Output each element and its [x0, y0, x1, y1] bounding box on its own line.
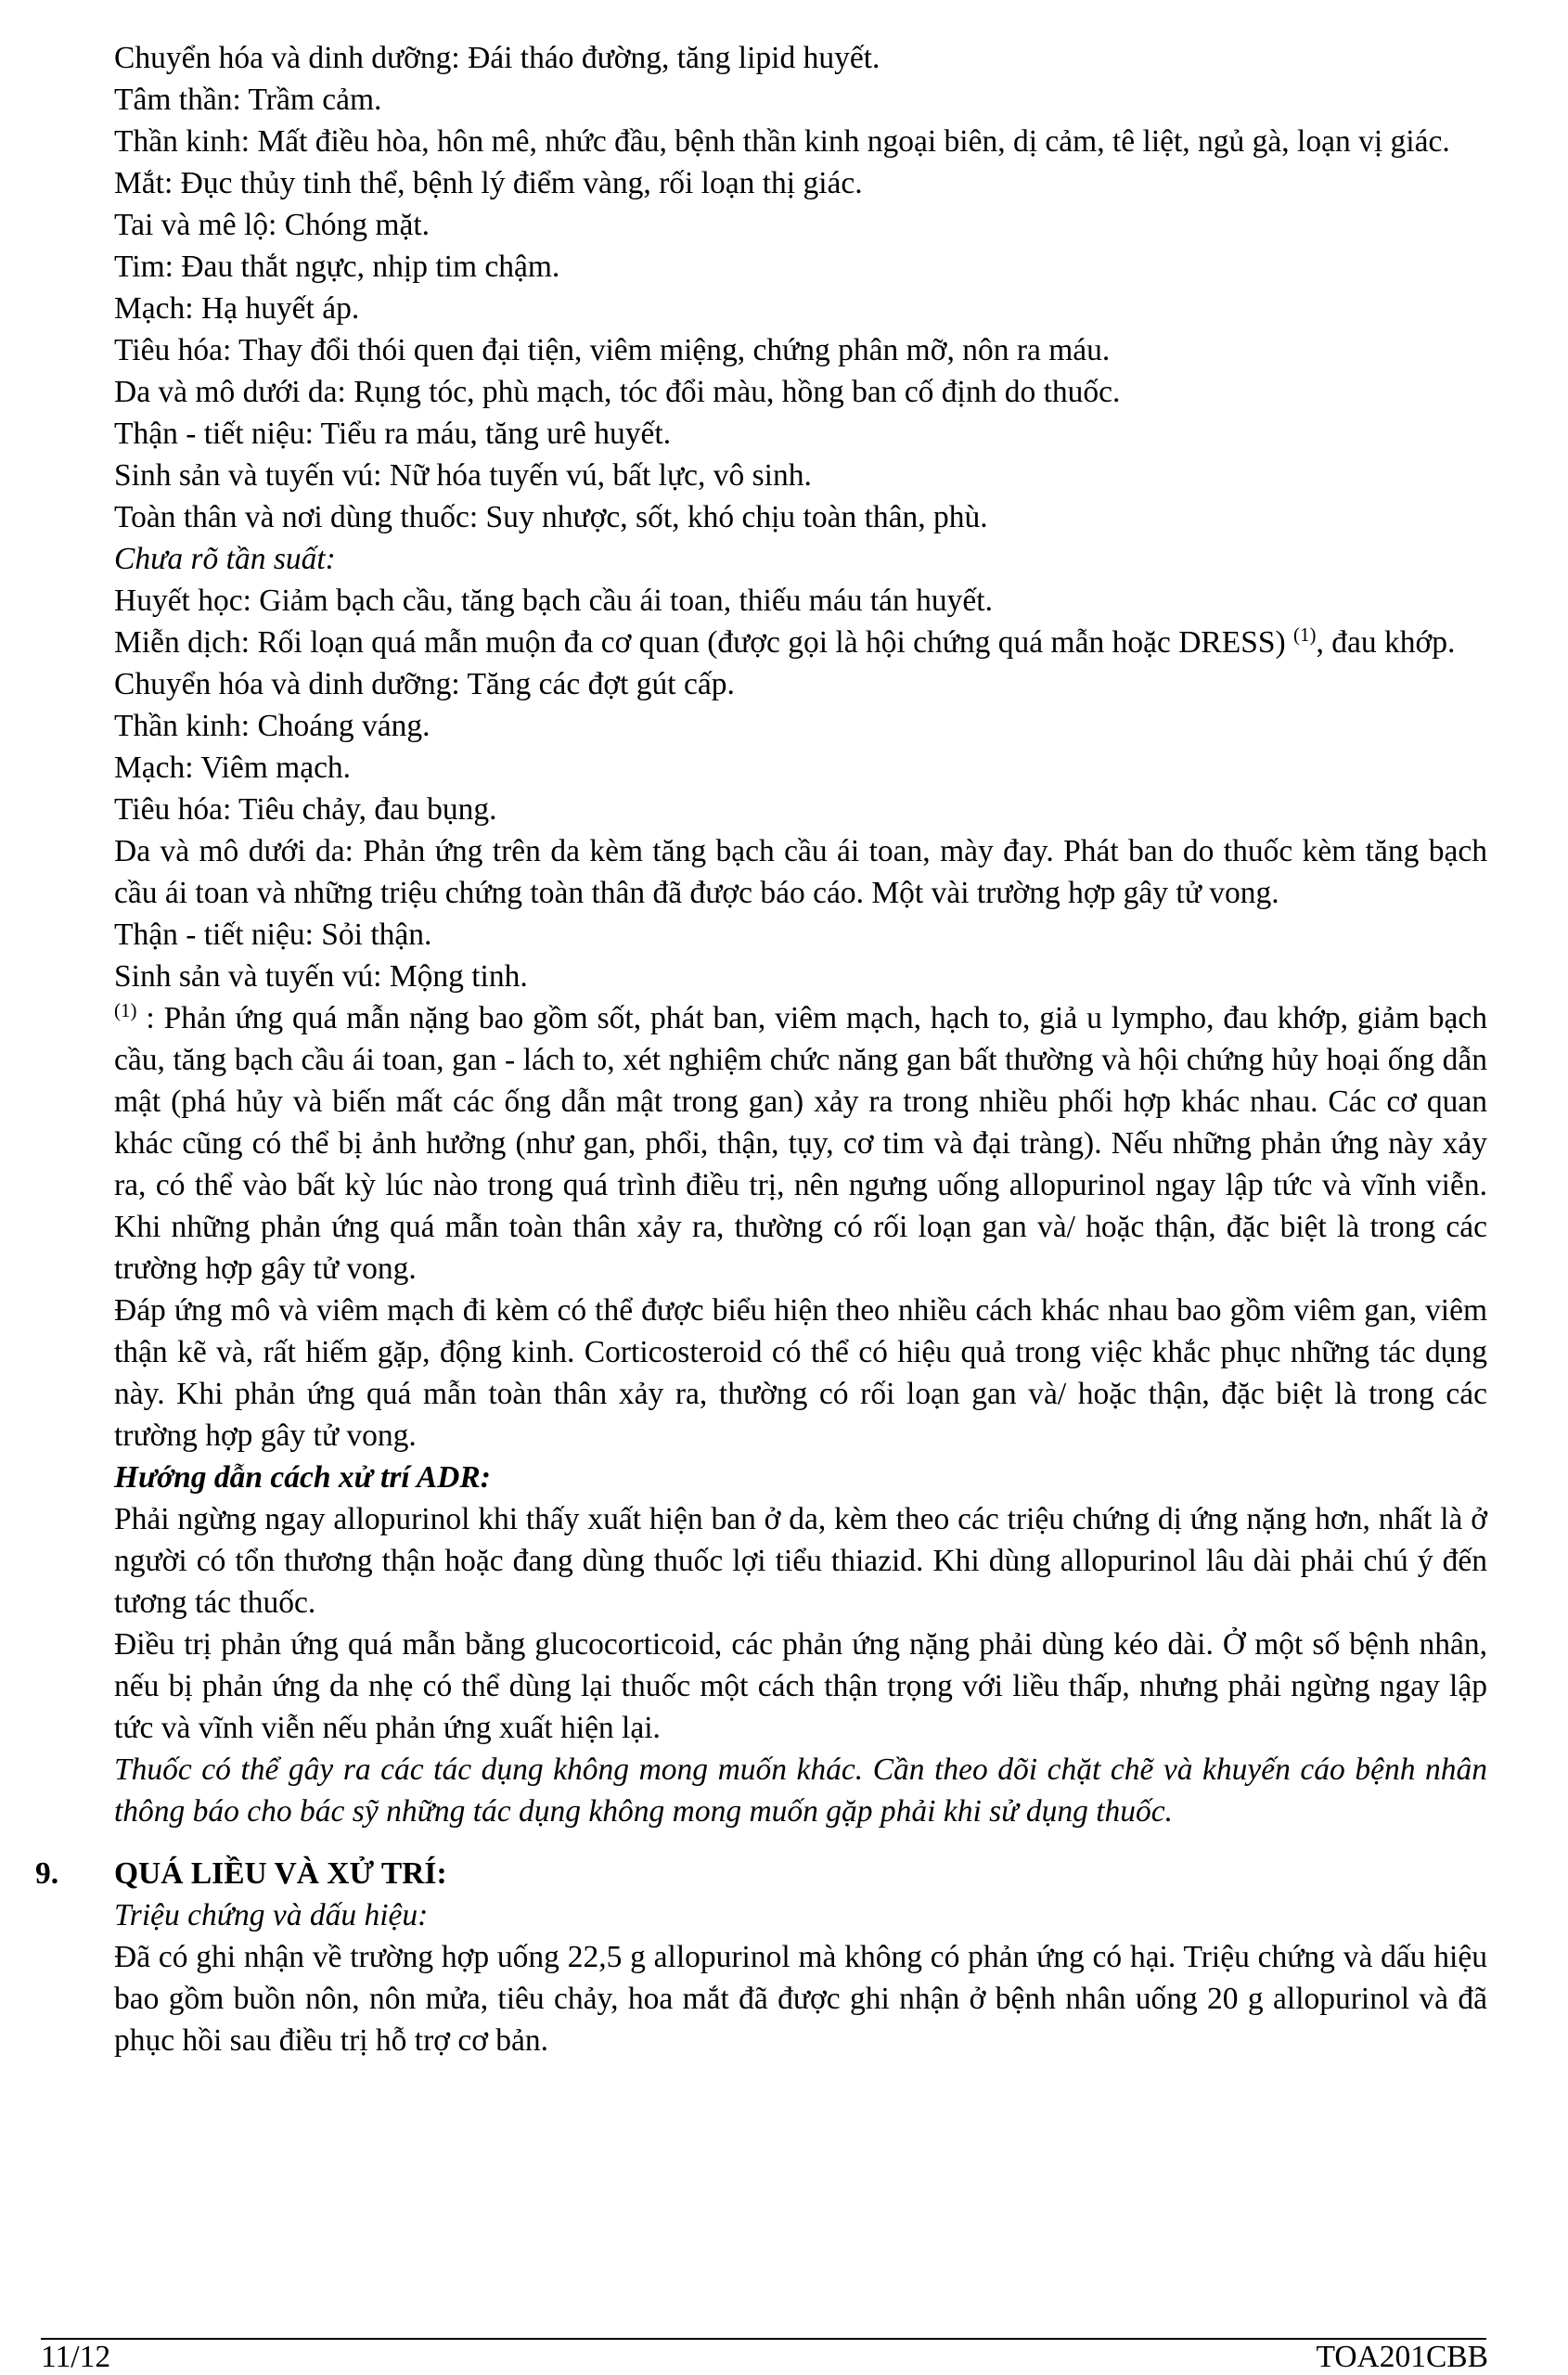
- paragraph: Da và mô dưới da: Rụng tóc, phù mạch, tóc đổi màu, hồng ban cố định do thuốc.: [114, 375, 1121, 409]
- paragraph: Tiêu hóa: Thay đổi thói quen đại tiện, viêm miệng, chứng phân mỡ, nôn ra máu.: [114, 333, 1111, 367]
- paragraph: [114, 622, 1487, 663]
- footnote-ref: (1): [1293, 623, 1317, 646]
- paragraph: Chuyển hóa và dinh dưỡng: Tăng các đợt gút cấp.: [114, 667, 735, 701]
- paragraph: Tim: Đau thắt ngực, nhịp tim chậm.: [114, 250, 560, 284]
- paragraph: Tâm thần: Trầm cảm.: [114, 83, 382, 117]
- paragraph: Mắt: Đục thủy tinh thể, bệnh lý điểm vàng, rối loạn thị giác.: [114, 166, 863, 200]
- paragraph: Mạch: Viêm mạch.: [114, 751, 352, 785]
- document-code: TOA201CBB: [1316, 2340, 1488, 2374]
- paragraph: Thận - tiết niệu: Tiểu ra máu, tăng urê huyết.: [114, 417, 672, 451]
- paragraph: Chuyển hóa và dinh dưỡng: Đái tháo đường, tăng lipid huyết.: [114, 41, 880, 75]
- paragraph: Điều trị phản ứng quá mẫn bằng glucocorticoid, các phản ứng nặng phải dùng kéo dài. Ở một số bệnh nhân, nếu bị phản ứng da nhẹ có thể dùng lại thuốc một cách thận trọng với liều thấp, nhưng phải ngừng ngay lập tức và vĩnh viễn nếu phản ứng xuất hiện lại.: [114, 1627, 1487, 1745]
- unknown-frequency-heading: Chưa rõ tần suất:: [114, 542, 336, 576]
- paragraph: Tai và mê lộ: Chóng mặt.: [114, 208, 431, 242]
- paragraph: Da và mô dưới da: Phản ứng trên da kèm tăng bạch cầu ái toan, mày đay. Phát ban do thuốc kèm tăng bạch cầu ái toan và những triệu chứng toàn thân đã được báo cáo. Một vài trường hợp gây tử vong.: [114, 834, 1487, 910]
- symptoms-subheading: Triệu chứng và dấu hiệu:: [114, 1898, 429, 1932]
- paragraph: Sinh sản và tuyến vú: Nữ hóa tuyến vú, bất lực, vô sinh.: [114, 458, 812, 493]
- immune-text: Miễn dịch: Rối loạn quá mẫn muộn đa cơ quan (được gọi là hội chứng quá mẫn hoặc DRESS): [114, 625, 1286, 660]
- immune-text-end: , đau khớp.: [1316, 625, 1456, 660]
- adr-heading: Hướng dẫn cách xử trí ADR:: [114, 1460, 491, 1495]
- paragraph: Thần kinh: Mất điều hòa, hôn mê, nhức đầu, bệnh thần kinh ngoại biên, dị cảm, tê liệt, ngủ gà, loạn vị giác.: [114, 124, 1450, 159]
- document-body: [35, 37, 1488, 2061]
- paragraph: Đáp ứng mô và viêm mạch đi kèm có thể được biểu hiện theo nhiều cách khác nhau bao gồm viêm gan, viêm thận kẽ và, rất hiếm gặp, động kinh. Corticosteroid có thể có hiệu quả trong việc khắc phục những tác dụng này. Khi phản ứng quá mẫn toàn thân xảy ra, thường có rối loạn gan và/ hoặc thận, đặc biệt là trong các trường hợp gây tử vong.: [114, 1293, 1487, 1453]
- paragraph: Phải ngừng ngay allopurinol khi thấy xuất hiện ban ở da, kèm theo các triệu chứng dị ứng nặng hơn, nhất là ở người có tổn thương thận hoặc đang dùng thuốc lợi tiểu thiazid. Khi dùng allopurinol lâu dài phải chú ý đến tương tác thuốc.: [114, 1502, 1487, 1620]
- paragraph: Thần kinh: Choáng váng.: [114, 709, 431, 743]
- paragraph: Tiêu hóa: Tiêu chảy, đau bụng.: [114, 792, 497, 827]
- page-number: 11/12: [41, 2340, 111, 2374]
- section-heading: [35, 1853, 1487, 1894]
- footnote-text: : Phản ứng quá mẫn nặng bao gồm sốt, phát ban, viêm mạch, hạch to, giả u lympho, đau khớp, giảm bạch cầu, tăng bạch cầu ái toan, gan - lách to, xét nghiệm chức năng gan bất thường và hội chứng hủy hoại ống dẫn mật (phá hủy và biến mất các ống dẫn mật trong gan) xảy ra trong nhiều phối hợp khác nhau. Các cơ quan khác cũng có thể bị ảnh hưởng (như gan, phổi, thận, tụy, cơ tim và đại tràng). Nếu những phản ứng này xảy ra, có thể vào bất kỳ lúc nào trong quá trình điều trị, nên ngưng uống allopurinol ngay lập tức và vĩnh viễn. Khi những phản ứng quá mẫn toàn thân xảy ra, thường có rối loạn gan và/ hoặc thận, đặc biệt là trong các trường hợp gây tử vong.: [114, 1001, 1488, 1286]
- section-title: QUÁ LIỀU VÀ XỬ TRÍ:: [114, 1856, 447, 1891]
- paragraph: Mạch: Hạ huyết áp.: [114, 291, 360, 326]
- paragraph: Thận - tiết niệu: Sỏi thận.: [114, 918, 432, 952]
- paragraph: Đã có ghi nhận về trường hợp uống 22,5 g allopurinol mà không có phản ứng có hại. Triệu chứng và dấu hiệu bao gồm buồn nôn, nôn mửa, tiêu chảy, hoa mắt đã được ghi nhận ở bệnh nhân uống 20 g allopurinol và đã phục hồi sau điều trị hỗ trợ cơ bản.: [114, 1940, 1487, 2058]
- footer-divider: [41, 2338, 1486, 2340]
- paragraph: Toàn thân và nơi dùng thuốc: Suy nhược, sốt, khó chịu toàn thân, phù.: [114, 500, 988, 534]
- footnote: [114, 997, 1487, 1290]
- section-number: 9.: [35, 1856, 59, 1891]
- paragraph: Huyết học: Giảm bạch cầu, tăng bạch cầu ái toan, thiếu máu tán huyết.: [114, 584, 993, 618]
- paragraph: Sinh sản và tuyến vú: Mộng tinh.: [114, 959, 528, 994]
- adr-note: Thuốc có thể gây ra các tác dụng không mong muốn khác. Cần theo dõi chặt chẽ và khuyến cáo bệnh nhân thông báo cho bác sỹ những tác dụng không mong muốn gặp phải khi sử dụng thuốc.: [114, 1752, 1487, 1829]
- footnote-marker: (1): [114, 999, 137, 1021]
